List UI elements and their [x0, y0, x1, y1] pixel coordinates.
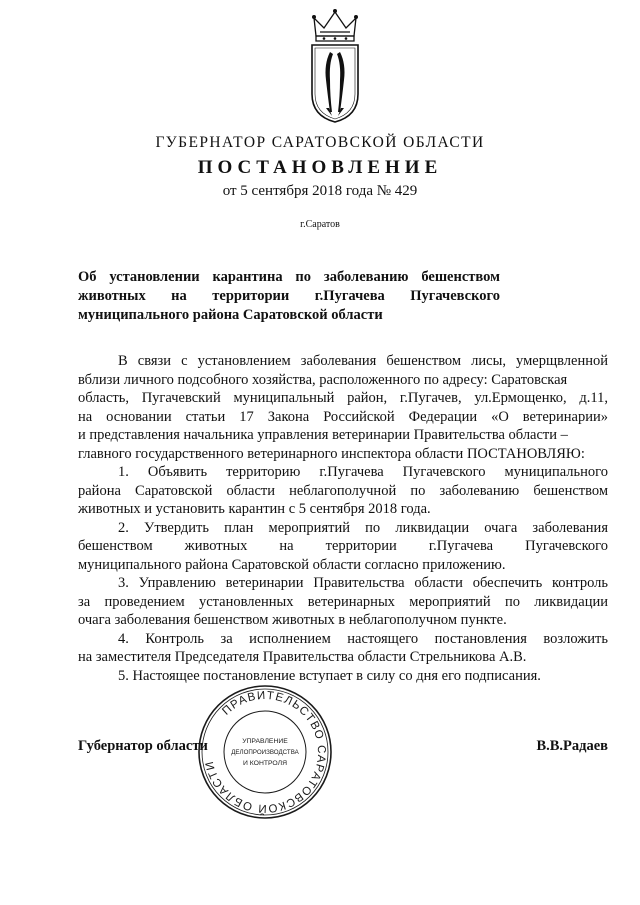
body-line: за проведением установленных ветеринарных мероприятий по ликвидации: [78, 593, 608, 610]
title-line: муниципального района Саратовской области: [78, 307, 383, 323]
body-line: 3. Управлению ветеринарии Правительства области обеспечить контроль: [118, 575, 608, 591]
document-type-heading: ПОСТАНОВЛЕНИЕ: [197, 157, 443, 178]
body-line: главного государственного ветеринарного инспектора области ПОСТАНОВЛЯЮ:: [78, 445, 585, 462]
signatory-name: В.В.Радаев: [536, 738, 608, 754]
body-line: 4. Контроль за исполнением настоящего постановления возложить: [118, 630, 608, 647]
body-line: 1. Объявить территорию г.Пугачева Пугачевского муниципального: [118, 464, 608, 480]
issuer-heading: ГУБЕРНАТОР САРАТОВСКОЙ ОБЛАСТИ: [155, 134, 485, 151]
document-body: [78, 352, 608, 685]
body-line: В связи с установлением заболевания бешенством лисы, умерщвленной: [118, 353, 608, 369]
document-date-number: от 5 сентября 2018 года № 429: [222, 183, 418, 199]
body-line: муниципального района Саратовской области согласно приложению.: [78, 556, 506, 573]
body-line: и представления начальника управления ветеринарии Правительства области –: [78, 427, 568, 443]
title-line: животных на территории г.Пугачева Пугачевского: [78, 288, 500, 304]
body-line: бешенством животных на территории г.Пугачева Пугачевского: [78, 538, 608, 554]
official-stamp-seal: [196, 683, 334, 821]
body-line: вблизи личного подсобного хозяйства, расположенного по адресу: Саратовская: [78, 371, 568, 388]
saratov-coat-of-arms-emblem: [302, 8, 368, 124]
body-line: района Саратовской области неблагополучной по заболеванию бешенством: [78, 482, 608, 499]
svg-text:ДЕЛОПРОИЗВОДСТВА: ДЕЛОПРОИЗВОДСТВА: [231, 749, 299, 756]
body-line: 2. Утвердить план мероприятий по ликвидации очага заболевания: [118, 519, 608, 536]
body-line: 5. Настоящее постановление вступает в силу со дня его подписания.: [118, 667, 541, 684]
svg-text:ПРАВИТЕЛЬСТВО САРАТОВСКОЙ ОБЛА: ПРАВИТЕЛЬСТВО САРАТОВСКОЙ ОБЛАСТИ: [203, 689, 328, 815]
body-line: на заместителя Председателя Правительства области Стрельникова А.В.: [78, 649, 527, 665]
body-line: очага заболевания бешенством животных в неблагополучном пункте.: [78, 612, 507, 628]
body-line: область, Пугачевский муниципальный район, г.Пугачев, ул.Ермощенко, д.11,: [78, 390, 608, 406]
document-title: [78, 268, 500, 325]
title-line: Об установлении карантина по заболеванию бешенством: [78, 269, 500, 285]
body-line: на основании статьи 17 Закона Российской Федерации «О ветеринарии»: [78, 408, 608, 425]
document-city: г.Саратов: [300, 219, 340, 230]
svg-text:И КОНТРОЛЯ: И КОНТРОЛЯ: [243, 760, 287, 767]
body-line: животных и установить карантин с 5 сентября 2018 года.: [78, 501, 431, 517]
signatory-position: Губернатор области: [78, 738, 208, 754]
svg-text:УПРАВЛЕНИЕ: УПРАВЛЕНИЕ: [242, 738, 288, 745]
